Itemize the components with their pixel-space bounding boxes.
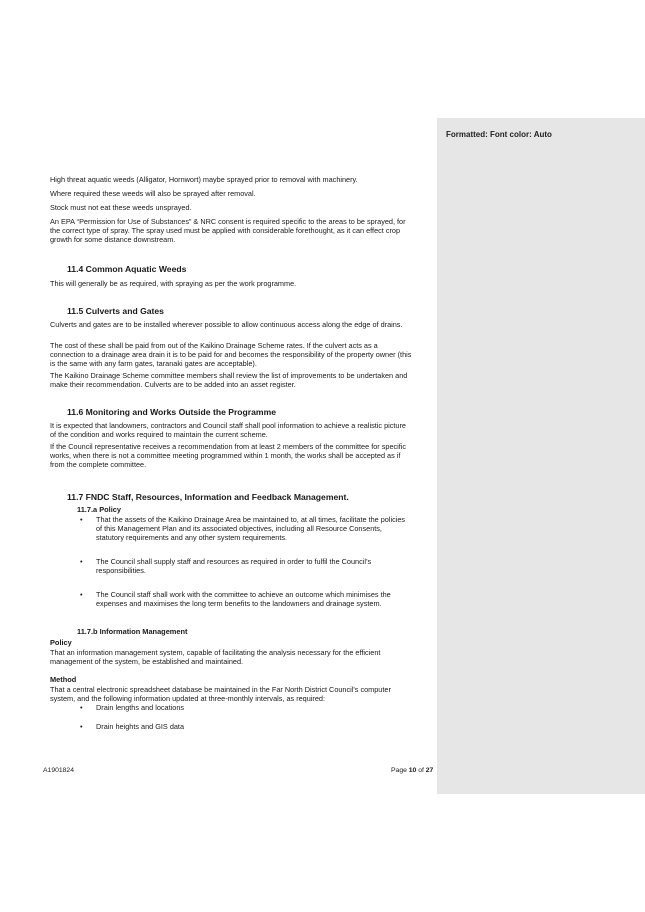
- list-item-text: The Council shall supply staff and resources as required in order to fulfil the Council’s responsibilities.: [96, 557, 372, 576]
- paragraph: Stock must not eat these weeds unsprayed.: [50, 203, 192, 212]
- bullet-icon: •: [80, 557, 83, 566]
- subsection-heading: 11.7.b Information Management: [77, 627, 188, 636]
- method-label: Method: [50, 675, 77, 684]
- list-item-text: Drain heights and GIS data: [96, 722, 185, 731]
- page-current: 10: [408, 767, 417, 774]
- section-heading: 11.7 FNDC Staff, Resources, Information and Feedback Management.: [67, 492, 349, 502]
- page-word: Page: [391, 767, 407, 774]
- paragraph: The cost of these shall be paid from out of the Kaikino Drainage Scheme rates. If the culvert acts as a connection to a drainage area drain it is to be paid for and becomes the responsibility of the property owner (this is the same with any farm gates, taranaki gates are acceptable).: [50, 341, 412, 369]
- list-item-text: The Council staff shall work with the committee to achieve an outcome which minimises the expenses and maximises the long term benefits to the landowners and drainage system.: [96, 590, 391, 609]
- subsection-heading: 11.7.a Policy: [77, 505, 121, 514]
- paragraph: The Kaikino Drainage Scheme committee members shall review the list of improvements to be undertaken and make their recommendation. Culverts are to be added into an asset register.: [50, 371, 408, 390]
- bullet-icon: •: [80, 515, 83, 524]
- paragraph: It is expected that landowners, contractors and Council staff shall pool information to achieve a realistic picture of the condition and works required to maintain the current scheme.: [50, 421, 406, 440]
- paragraph: Culverts and gates are to be installed wherever possible to allow continuous access along the edge of drains.: [50, 320, 403, 329]
- of-word: of: [418, 767, 424, 774]
- paragraph: Where required these weeds will also be sprayed after removal.: [50, 189, 256, 198]
- section-heading: 11.5 Culverts and Gates: [67, 306, 164, 316]
- bullet-icon: •: [80, 703, 83, 712]
- paragraph: That an information management system, capable of facilitating the analysis necessary for the efficient management of the system, be established and maintained.: [50, 648, 381, 667]
- list-item-text: That the assets of the Kaikino Drainage Area be maintained to, at all times, facilitate the policies of this Management Plan and its associated objectives, including all Resource Consents, statutory requirements and any other system requirements.: [96, 515, 406, 543]
- document-id: A1901824: [43, 767, 74, 774]
- comment-header[interactable]: Formatted: Font color: Auto: [446, 130, 552, 139]
- paragraph: This will generally be as required, with spraying as per the work programme.: [50, 279, 297, 288]
- bullet-icon: •: [80, 722, 83, 731]
- comments-pane: [437, 118, 645, 794]
- paragraph: If the Council representative receives a recommendation from at least 2 members of the committee for specific works, when there is not a committee meeting programmed within 1 month, the works shall be accepted as if from the complete committee.: [50, 442, 407, 470]
- section-heading: 11.6 Monitoring and Works Outside the Programme: [67, 407, 276, 417]
- list-item-text: Drain lengths and locations: [96, 703, 185, 712]
- policy-label: Policy: [50, 638, 72, 647]
- paragraph: High threat aquatic weeds (Alligator, Hornwort) maybe sprayed prior to removal with machinery.: [50, 175, 358, 184]
- section-heading: 11.4 Common Aquatic Weeds: [67, 264, 187, 274]
- paragraph: An EPA “Permission for Use of Substances” & NRC consent is required specific to the areas to be sprayed, for the correct type of spray. The spray used must be applied with considerable forethought, as it can effect crop growth for some distance downstream.: [50, 217, 406, 245]
- paragraph: That a central electronic spreadsheet database be maintained in the Far North District Council's computer system, and the following information updated at three-monthly intervals, as required:: [50, 685, 391, 704]
- page-number: [391, 767, 433, 774]
- bullet-icon: •: [80, 590, 83, 599]
- page-total: 27: [425, 767, 434, 774]
